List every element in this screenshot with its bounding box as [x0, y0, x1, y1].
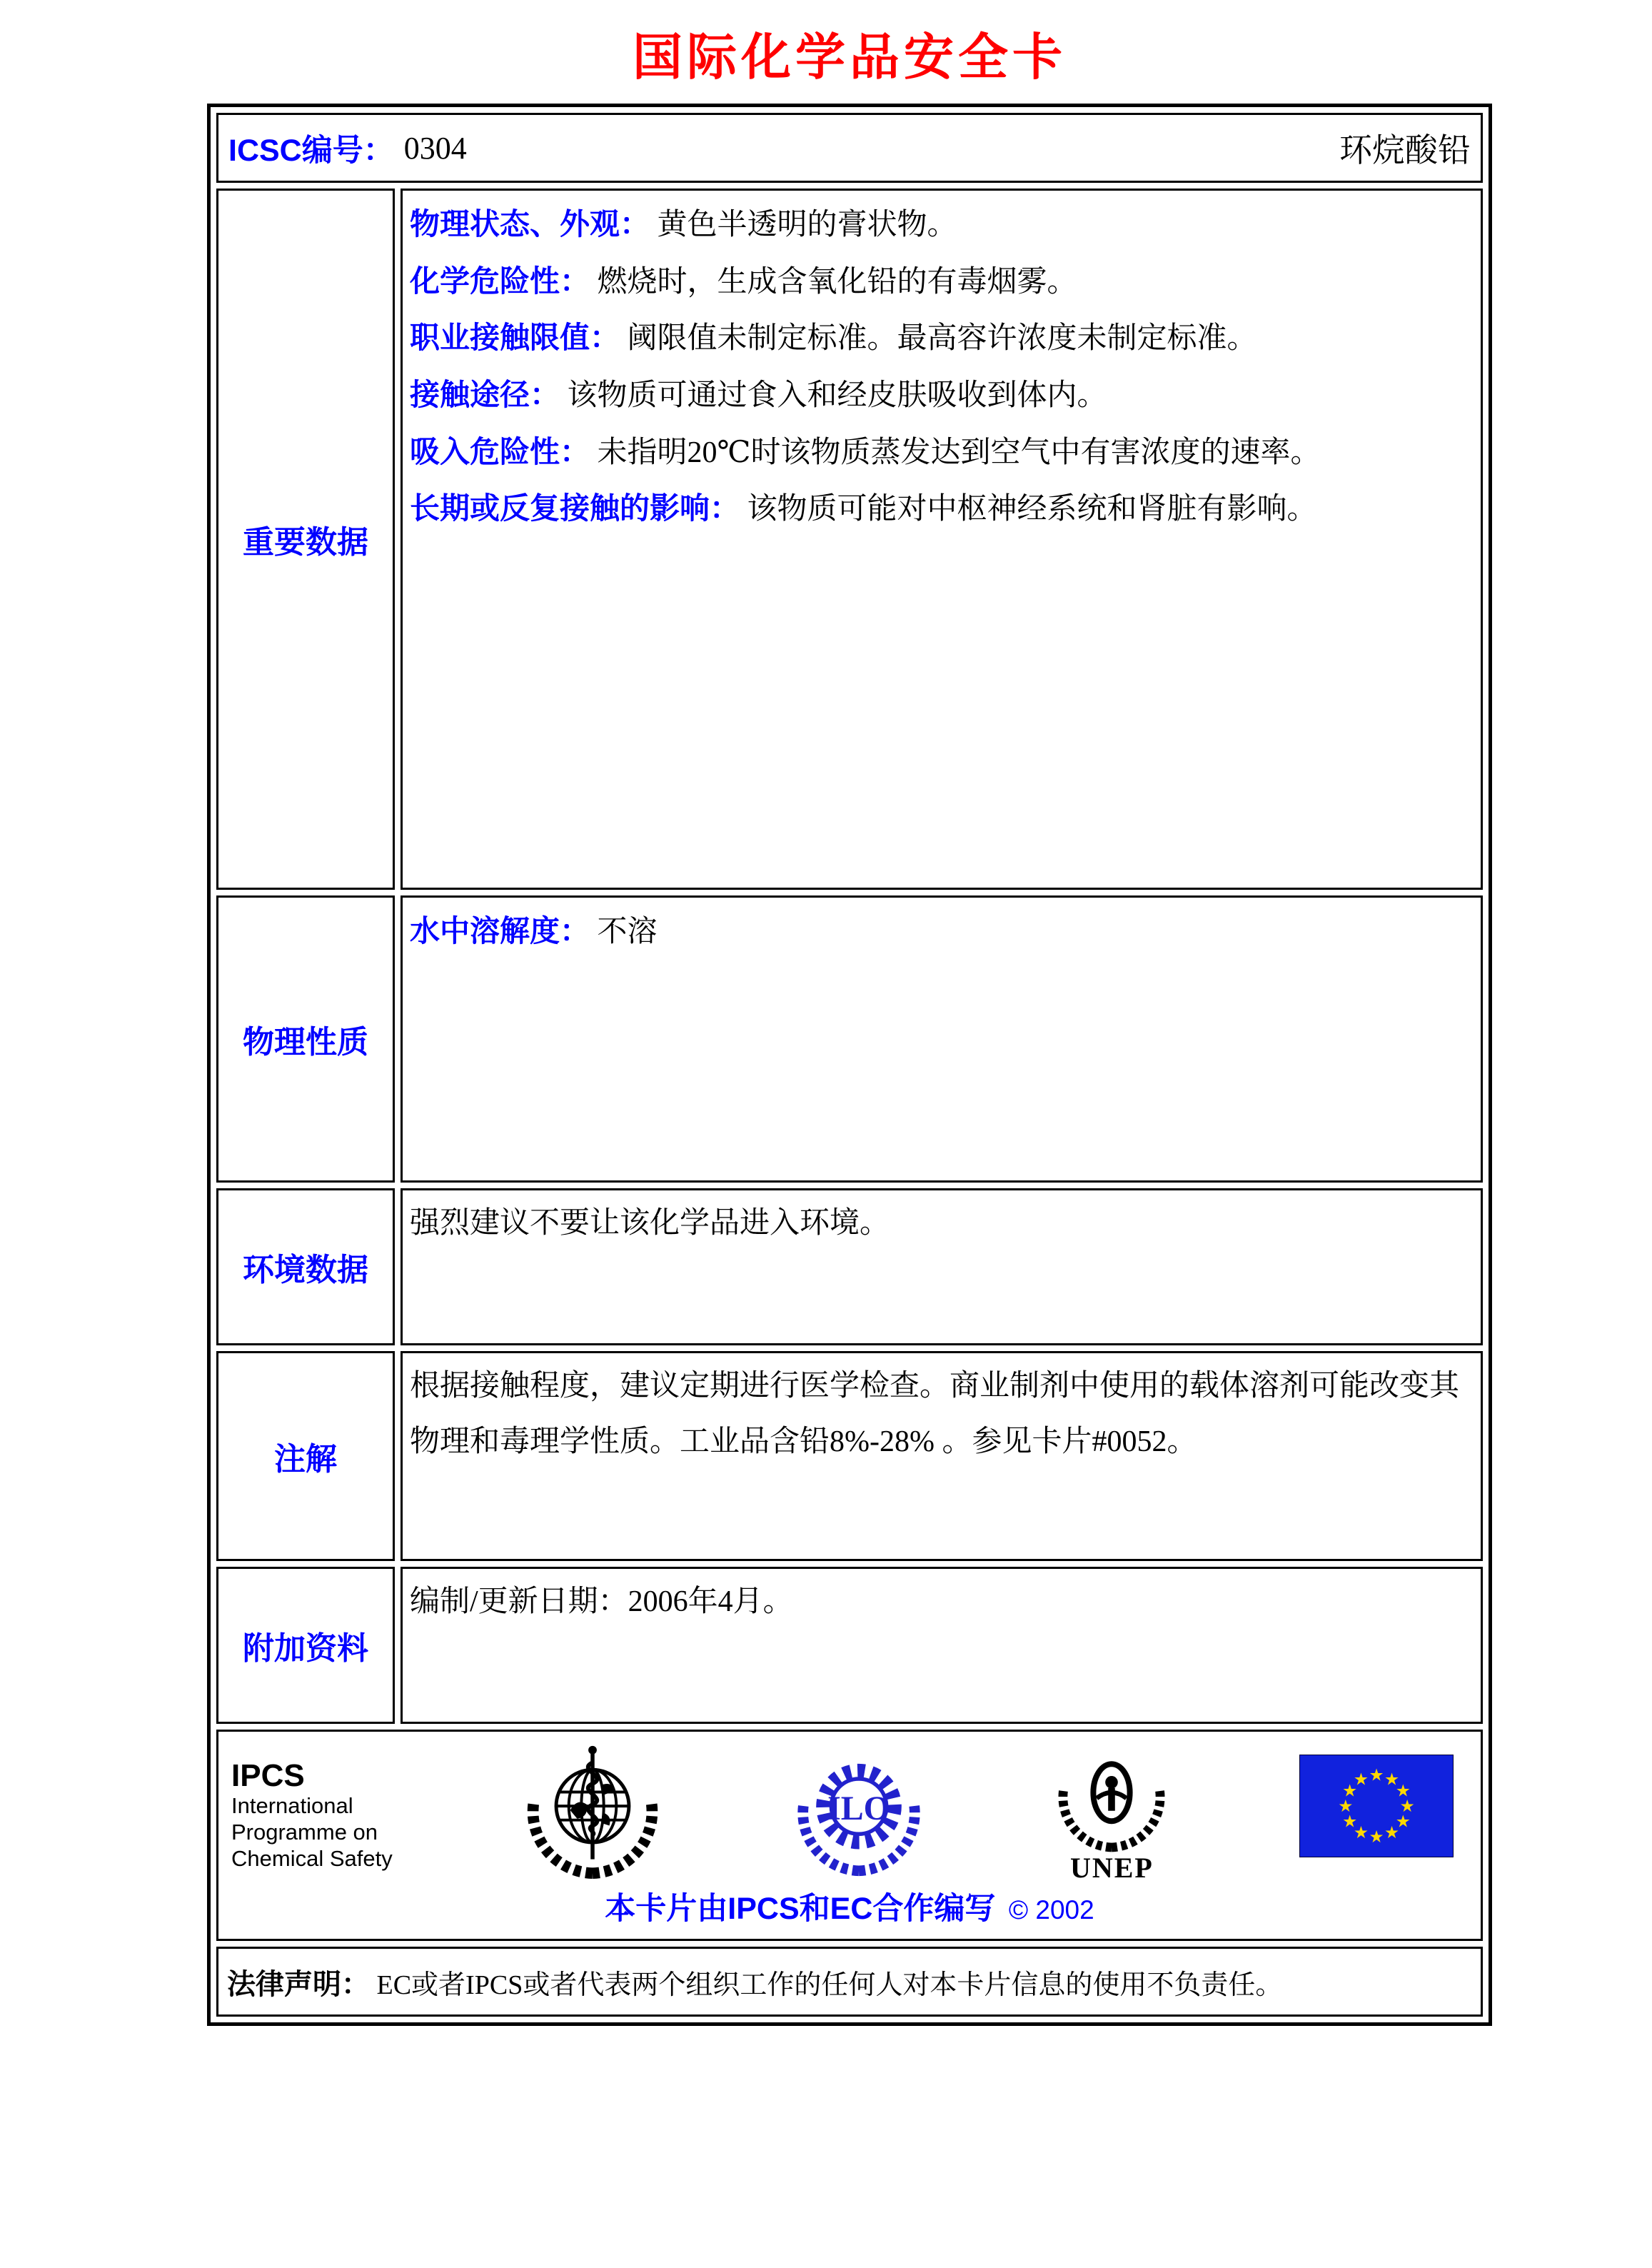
- ipcs-line: Programme on: [231, 1819, 378, 1845]
- svg-text:★: ★: [1395, 1811, 1411, 1832]
- field-value: 不溶: [597, 915, 658, 948]
- notes-content: [401, 1351, 1483, 1561]
- field-physical-state: [410, 196, 1471, 254]
- additional-info-content: [401, 1567, 1483, 1724]
- field-label: 吸入危险性：: [410, 434, 590, 468]
- icsc-number-label: ICSC编号：: [228, 133, 394, 168]
- physical-properties-row: [216, 895, 1483, 1183]
- legal-row: [216, 1947, 1483, 2017]
- copyright-text: 本卡片由IPCS和EC合作编写: [605, 1892, 996, 1926]
- field-environment-note: [410, 1196, 1471, 1252]
- physical-properties-content: [401, 895, 1483, 1183]
- svg-text:★: ★: [1353, 1822, 1369, 1843]
- unep-logo-icon: [1054, 1739, 1169, 1853]
- legal-cell: [216, 1947, 1483, 2017]
- svg-text:★: ★: [1399, 1795, 1415, 1816]
- header-cell: [216, 113, 1483, 183]
- important-data-row: [216, 189, 1483, 890]
- field-value: 阈限值未制定标准。最高容许浓度未制定标准。: [627, 322, 1257, 356]
- copyright-year: © 2002: [1008, 1895, 1094, 1925]
- environmental-data-content: [401, 1188, 1483, 1345]
- field-value: 根据接触程度，建议定期进行医学检查。商业制剂中使用的载体溶剂可能改变其物理和毒理学性质。工业品含铅8%-28% 。参见卡片#0052。: [410, 1370, 1460, 1458]
- additional-info-row: [216, 1567, 1483, 1724]
- section-label-notes: 注解: [216, 1351, 395, 1561]
- field-value: 燃烧时，生成含氧化铅的有毒烟雾。: [597, 265, 1077, 298]
- unep-caption: UNEP: [1069, 1852, 1154, 1884]
- field-exposure-routes: [410, 367, 1471, 424]
- footer-cell: [216, 1730, 1483, 1941]
- field-label: 职业接触限值：: [410, 321, 620, 355]
- field-label: 水中溶解度：: [410, 914, 590, 948]
- copyright-line: [226, 1885, 1474, 1928]
- chemical-name: 环烷酸铅: [1339, 132, 1471, 169]
- ipcs-line: International: [231, 1793, 353, 1819]
- field-exposure-limits: [410, 310, 1471, 367]
- important-data-content: [401, 189, 1483, 890]
- who-logo-icon: [523, 1739, 663, 1882]
- field-value: 该物质可能对中枢神经系统和肾脏有影响。: [747, 493, 1317, 526]
- field-label: 长期或反复接触的影响：: [410, 491, 740, 526]
- field-update-date: [410, 1575, 1471, 1630]
- svg-text:★: ★: [1338, 1795, 1354, 1816]
- field-notes-text: [410, 1359, 1471, 1470]
- icsc-card-table: [207, 104, 1492, 2026]
- ipcs-line: Chemical Safety: [231, 1845, 393, 1871]
- svg-text:★: ★: [1369, 1827, 1384, 1847]
- legal-label: 法律声明：: [227, 1968, 370, 2000]
- section-label-additional-info: 附加资料: [216, 1567, 395, 1724]
- field-chemical-danger: [410, 254, 1471, 311]
- ipcs-acronym: IPCS: [231, 1758, 305, 1793]
- eu-flag-icon: [1299, 1755, 1454, 1857]
- svg-text:★: ★: [1342, 1811, 1358, 1832]
- svg-text:★: ★: [1384, 1822, 1400, 1843]
- field-value: 强烈建议不要让该化学品进入环境。: [410, 1207, 890, 1240]
- field-label: 接触途径：: [410, 378, 560, 412]
- section-label-environmental-data: 环境数据: [216, 1188, 395, 1345]
- environmental-data-row: [216, 1188, 1483, 1345]
- logos-strip: [226, 1736, 1474, 1885]
- field-water-solubility: [410, 903, 1471, 960]
- field-inhalation-risk: [410, 424, 1471, 481]
- icsc-number-group: [228, 126, 467, 170]
- svg-text:★: ★: [1369, 1765, 1384, 1785]
- unep-logo-block: [1054, 1739, 1169, 1885]
- field-value: 该物质可通过食入和经皮肤吸收到体内。: [567, 379, 1107, 413]
- ilo-logo-icon: [793, 1745, 925, 1879]
- field-label: 化学危险性：: [410, 264, 590, 298]
- notes-row: [216, 1351, 1483, 1561]
- legal-text: EC或者IPCS或者代表两个组织工作的任何人对本卡片信息的使用不负责任。: [376, 1970, 1283, 2000]
- footer-logos-row: [216, 1730, 1483, 1941]
- svg-text:★: ★: [1384, 1769, 1400, 1790]
- svg-text:★: ★: [1395, 1780, 1411, 1801]
- svg-text:★: ★: [1353, 1769, 1369, 1790]
- field-longterm-effects: [410, 481, 1471, 538]
- svg-text:ILO: ILO: [827, 1790, 890, 1828]
- header-row: [216, 113, 1483, 183]
- svg-text:★: ★: [1342, 1780, 1358, 1801]
- page-title: 国际化学品安全卡: [633, 29, 1067, 85]
- icsc-number-value: 0304: [403, 130, 467, 166]
- legal-statement: [227, 1962, 1472, 2002]
- section-label-important-data: 重要数据: [216, 189, 395, 890]
- field-value: 未指明20℃时该物质蒸发达到空气中有害浓度的速率。: [597, 436, 1321, 469]
- field-value: 编制/更新日期：2006年4月。: [410, 1585, 793, 1618]
- ipcs-wordmark: [231, 1759, 393, 1872]
- field-label: 物理状态、外观：: [410, 207, 650, 241]
- field-value: 黄色半透明的膏状物。: [657, 209, 957, 241]
- section-label-physical-properties: 物理性质: [216, 895, 395, 1183]
